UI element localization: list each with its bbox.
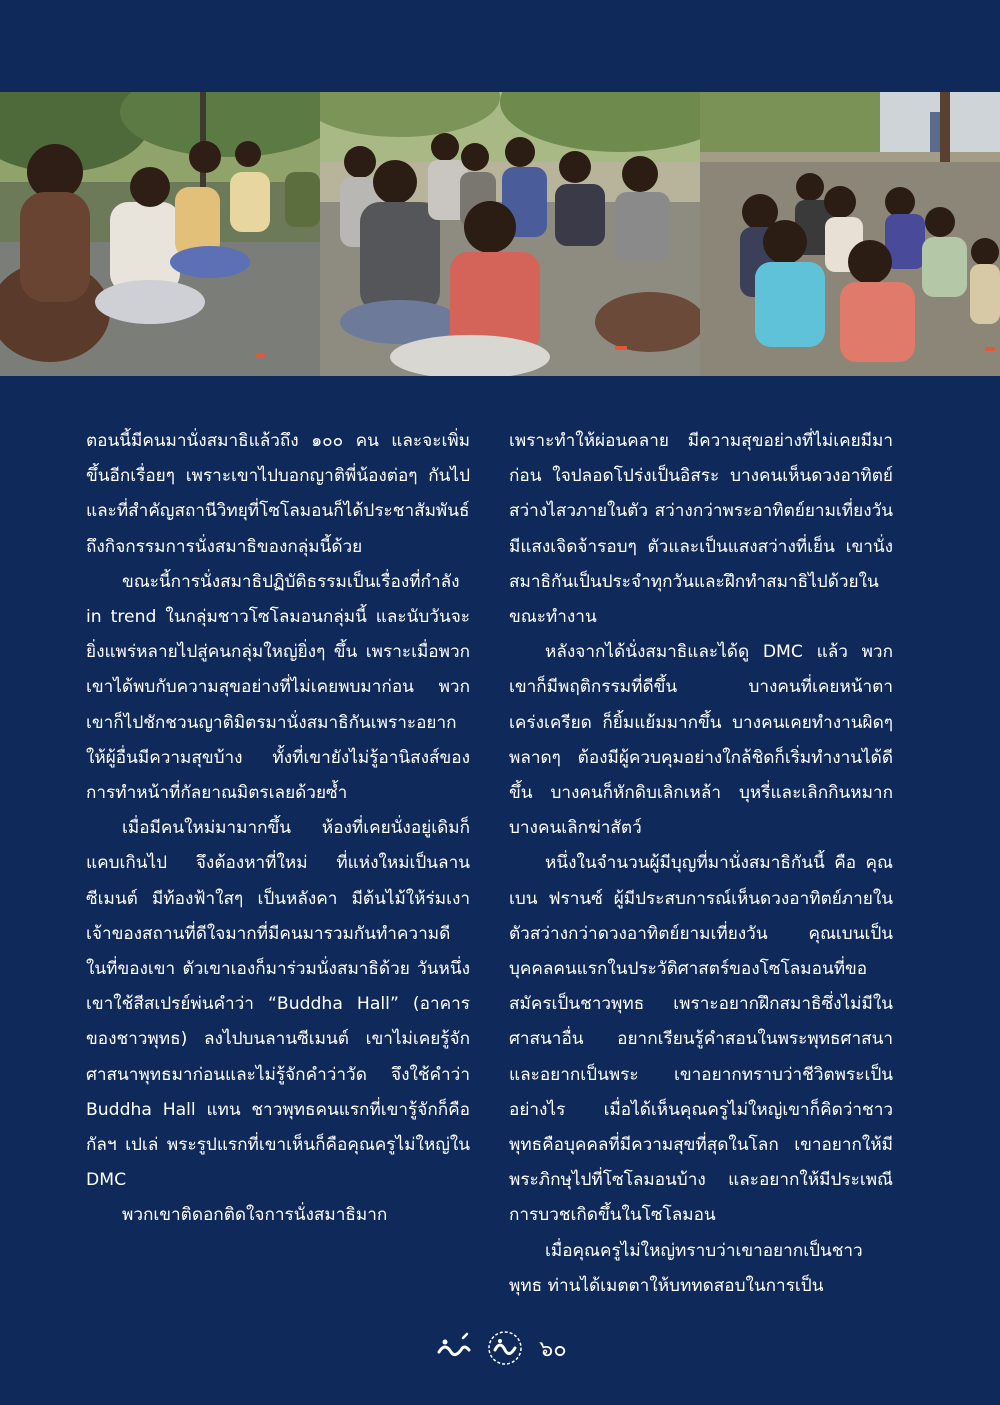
photo-right [700, 92, 1000, 376]
page-footer [0, 1328, 1000, 1368]
left-text-column [86, 424, 470, 1234]
paragraph: เมื่อคุณครูไม่ใหญ่ทราบว่าเขาอยากเป็นชาวพุทธ ท่านได้เมตตาให้บททดสอบในการเป็น [509, 1240, 863, 1296]
right-text-column [509, 424, 893, 1304]
paragraph: เมื่อมีคนใหม่มามากขึ้น ห้องที่เคยนั่งอยู่เดิมก็แคบเกินไป จึงต้องหาที่ใหม่ ที่แห่งใหม่เป็นลานซีเมนต์ มีท้องฟ้าใสๆ เป็นหลังคา มีต้นไม้ให้ร่มเงา เจ้าของสถานที่ดีใจมากที่มีคนมารวมกันทำความดีในที่ของเขา ตัวเขาเองก็มาร่วมนั่งสมาธิด้วย วันหนึ่งเขาใช้สีสเปรย์พ่นคำว่า “Buddha Hall” (อาคารของชาวพุทธ) ลงไปบนลานซีเมนต์ เขาไม่เคยรู้จักศาสนาพุทธมาก่อนและไม่รู้จักคำว่าวัด จึงใช้คำว่า Buddha Hall แทน ชาวพุทธคนแรกที่เขารู้จักก็คือ กัลฯ เปเล่ พระรูปแรกที่เขาเห็นก็คือคุณครูไม่ใหญ่ใน DMC [86, 818, 470, 1191]
magazine-logo-icon [433, 1328, 533, 1368]
paragraph: เพราะทำให้ผ่อนคลาย มีความสุขอย่างที่ไม่เคยมีมาก่อน ใจปลอดโปร่งเป็นอิสระ บางคนเห็นดวงอาทิตย์สว่างไสวภายในตัว สว่างกว่าพระอาทิตย์ยามเที่ยงวัน มีแสงเจิดจ้ารอบๆ ตัวและเป็นแสงสว่างที่เย็น เขานั่งสมาธิกันเป็นประจำทุกวันและฝึกทำสมาธิไปด้วยในขณะทำงาน [509, 431, 893, 628]
photo-left [0, 92, 320, 376]
paragraph: พวกเขาติดอกติดใจการนั่งสมาธิมาก [122, 1205, 388, 1226]
paragraph: หลังจากได้นั่งสมาธิและได้ดู DMC แล้ว พวกเขาก็มีพฤติกรรมที่ดีขึ้น บางคนที่เคยหน้าตาเคร่งเครียด ก็ยิ้มแย้มมากขึ้น บางคนเคยทำงานผิดๆ พลาดๆ ต้องมีผู้ควบคุมอย่างใกล้ชิดก็เริ่มทำงานได้ดีขึ้น บางคนก็หักดิบเลิกเหล้า บุหรี่และเลิกกินหมาก บางคนเลิกฆ่าสัตว์ [509, 642, 893, 839]
paragraph: ตอนนี้มีคนมานั่งสมาธิแล้วถึง ๑๐๐ คน และจะเพิ่มขึ้นอีกเรื่อยๆ เพราะเขาไปบอกญาติพี่น้องต่อๆ กันไป และที่สำคัญสถานีวิทยุที่โซโลมอนก็ได้ประชาสัมพันธ์ถึงกิจกรรมการนั่งสมาธิของกลุ่มนี้ด้วย [86, 431, 470, 557]
paragraph: หนึ่งในจำนวนผู้มีบุญที่มานั่งสมาธิกันนี้ คือ คุณเบน ฟรานซ์ ผู้มีประสบการณ์เห็นดวงอาทิตย์ภายในตัวสว่างกว่าดวงอาทิตย์ยามเที่ยงวัน คุณเบนเป็นบุคคลคนแรกในประวัติศาสตร์ของโซโลมอนที่ขอสมัครเป็นชาวพุทธ เพราะอยากฝึกสมาธิซึ่งไม่มีในศาสนาอื่น อยากเรียนรู้คำสอนในพระพุทธศาสนาและอยากเป็นพระ เขาอยากทราบว่าชีวิตพระเป็นอย่างไร เมื่อได้เห็นคุณครูไม่ใหญ่เขาก็คิดว่าชาวพุทธคือบุคคลที่มีความสุขที่สุดในโลก เขาอยากให้มีพระภิกษุไปที่โซโลมอนบ้าง และอยากให้มีประเพณีการบวชเกิดขึ้นในโซโลมอน [509, 853, 893, 1226]
photo-strip [0, 92, 1000, 376]
page-number: ๖๐ [539, 1336, 567, 1362]
paragraph: ขณะนี้การนั่งสมาธิปฏิบัติธรรมเป็นเรื่องที่กำลัง in trend ในกลุ่มชาวโซโลมอนกลุ่มนี้ และนับวันจะยิ่งแพร่หลายไปสู่คนกลุ่มใหญ่ยิ่งๆ ขึ้น เพราะเมื่อพวกเขาได้พบกับความสุขอย่างที่ไม่เคยพบมาก่อน พวกเขาก็ไปชักชวนญาติมิตรมานั่งสมาธิกันเพราะอยากให้ผู้อื่นมีความสุขบ้าง ทั้งที่เขายังไม่รู้อานิสงส์ของการทำหน้าที่กัลยาณมิตรเลยด้วยซ้ำ [86, 571, 470, 804]
photo-middle [320, 92, 700, 376]
magazine-logo [433, 1328, 533, 1368]
